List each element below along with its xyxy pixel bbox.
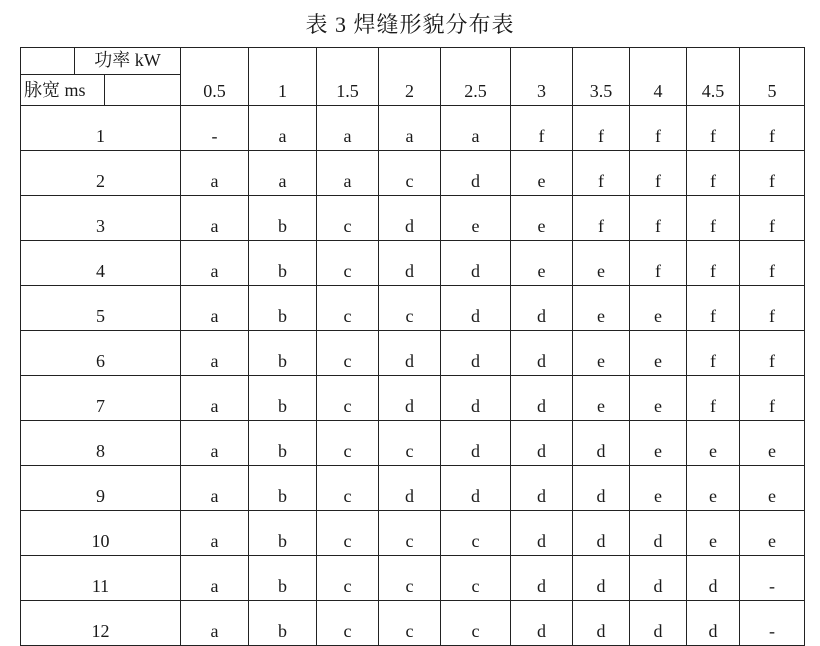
table-row [21,556,805,601]
morphology-cell: - [181,106,249,151]
morphology-cell: d [441,151,511,196]
morphology-cell: c [317,466,379,511]
morphology-cell: a [181,421,249,466]
morphology-cell: e [687,511,740,556]
power-header: 4 [630,48,687,106]
morphology-cell: e [740,511,805,556]
morphology-cell: e [630,466,687,511]
morphology-cell: d [630,556,687,601]
morphology-cell: c [379,151,441,196]
table-row [21,151,805,196]
morphology-cell: f [740,331,805,376]
morphology-cell: d [441,241,511,286]
morphology-cell: f [573,151,630,196]
morphology-cell: a [181,241,249,286]
morphology-cell: e [573,376,630,421]
morphology-cell: f [511,106,573,151]
table-row [21,376,805,421]
power-label: 功率 kW [74,48,180,74]
morphology-cell: c [317,601,379,646]
morphology-cell: d [441,421,511,466]
morphology-cell: f [630,151,687,196]
morphology-cell: d [511,286,573,331]
power-header: 2.5 [441,48,511,106]
morphology-cell: f [687,286,740,331]
morphology-cell: b [249,241,317,286]
morphology-cell: f [740,286,805,331]
morphology-cell: b [249,286,317,331]
morphology-cell: d [379,376,441,421]
morphology-cell: f [740,376,805,421]
morphology-cell: a [181,376,249,421]
pulse-width-cell: 10 [21,511,181,556]
table-row [21,286,805,331]
morphology-cell: c [317,511,379,556]
power-header: 3 [511,48,573,106]
morphology-cell: e [511,241,573,286]
morphology-cell: d [573,556,630,601]
morphology-cell: a [181,331,249,376]
morphology-cell: d [687,601,740,646]
pulse-width-cell: 1 [21,106,181,151]
pulse-width-cell: 4 [21,241,181,286]
morphology-cell: a [181,511,249,556]
pulse-width-cell: 6 [21,331,181,376]
morphology-cell: d [511,601,573,646]
morphology-cell: a [181,601,249,646]
morphology-cell: c [379,511,441,556]
table-caption: 表 3 焊缝形貌分布表 [305,12,515,37]
morphology-cell: f [740,151,805,196]
morphology-cell: d [441,331,511,376]
morphology-cell: f [687,241,740,286]
morphology-cell: d [511,511,573,556]
pulse-width-cell: 5 [21,286,181,331]
morphology-cell: b [249,376,317,421]
power-header: 1 [249,48,317,106]
table-row [21,241,805,286]
morphology-cell: a [181,286,249,331]
morphology-cell: f [630,196,687,241]
morphology-cell: d [511,556,573,601]
table-row [21,106,805,151]
morphology-cell: b [249,466,317,511]
morphology-cell: a [181,196,249,241]
morphology-cell: d [511,376,573,421]
morphology-cell: d [573,466,630,511]
morphology-cell: d [573,511,630,556]
morphology-cell: a [249,151,317,196]
morphology-cell: d [630,601,687,646]
morphology-cell: e [630,286,687,331]
pulse-width-cell: 8 [21,421,181,466]
morphology-cell: c [317,331,379,376]
morphology-cell: d [441,376,511,421]
pulse-width-cell: 2 [21,151,181,196]
morphology-cell: f [630,106,687,151]
morphology-cell: f [687,331,740,376]
morphology-cell: c [317,376,379,421]
morphology-cell: c [317,241,379,286]
morphology-cell: e [687,421,740,466]
morphology-cell: d [441,286,511,331]
power-header: 2 [379,48,441,106]
morphology-cell: c [379,421,441,466]
morphology-cell: e [573,331,630,376]
power-header: 5 [740,48,805,106]
morphology-cell: d [379,331,441,376]
morphology-cell: f [687,376,740,421]
morphology-cell: d [379,466,441,511]
table-row [21,331,805,376]
morphology-cell: e [630,421,687,466]
morphology-cell: e [573,286,630,331]
table-row [21,466,805,511]
morphology-cell: e [740,421,805,466]
morphology-cell: d [511,331,573,376]
morphology-cell: a [181,466,249,511]
morphology-cell: f [573,106,630,151]
morphology-cell: c [379,286,441,331]
morphology-cell: f [630,241,687,286]
pulse-width-cell: 9 [21,466,181,511]
table-row [21,601,805,646]
morphology-cell: d [511,466,573,511]
morphology-cell: b [249,331,317,376]
morphology-cell: - [740,601,805,646]
pulse-width-cell: 12 [21,601,181,646]
morphology-cell: a [181,151,249,196]
morphology-cell: f [740,241,805,286]
morphology-cell: a [249,106,317,151]
morphology-cell: c [441,601,511,646]
power-header: 1.5 [317,48,379,106]
table-row [21,196,805,241]
power-header: 0.5 [181,48,249,106]
pulse-width-label: 脉宽 ms [21,75,105,105]
morphology-cell: d [573,421,630,466]
morphology-cell: c [317,556,379,601]
morphology-cell: c [317,196,379,241]
morphology-cell: e [511,196,573,241]
morphology-cell: f [687,151,740,196]
morphology-cell: b [249,511,317,556]
morphology-cell: a [379,106,441,151]
morphology-cell: d [573,601,630,646]
morphology-cell: f [573,196,630,241]
table-row [21,421,805,466]
morphology-cell: c [317,286,379,331]
pulse-width-cell: 7 [21,376,181,421]
table-row [21,511,805,556]
morphology-cell: e [740,466,805,511]
morphology-cell: f [687,106,740,151]
weld-morphology-table [20,47,805,646]
corner-header-bottom [21,75,181,106]
morphology-cell: d [441,466,511,511]
morphology-cell: d [511,421,573,466]
morphology-cell: c [317,421,379,466]
morphology-cell: e [687,466,740,511]
morphology-cell: c [441,511,511,556]
morphology-cell: f [740,106,805,151]
morphology-cell: b [249,196,317,241]
morphology-cell: d [630,511,687,556]
corner-header-top [21,48,181,75]
pulse-width-cell: 11 [21,556,181,601]
morphology-cell: b [249,601,317,646]
morphology-cell: f [740,196,805,241]
morphology-cell: d [687,556,740,601]
morphology-cell: a [317,106,379,151]
morphology-cell: e [573,241,630,286]
header-row-top [21,48,805,75]
morphology-cell: c [379,556,441,601]
morphology-cell: - [740,556,805,601]
morphology-cell: e [511,151,573,196]
morphology-cell: a [181,556,249,601]
pulse-width-cell: 3 [21,196,181,241]
morphology-cell: c [379,601,441,646]
morphology-cell: e [630,331,687,376]
morphology-cell: f [687,196,740,241]
morphology-cell: b [249,421,317,466]
morphology-cell: a [317,151,379,196]
morphology-cell: d [379,241,441,286]
morphology-cell: c [441,556,511,601]
morphology-cell: d [379,196,441,241]
power-header: 4.5 [687,48,740,106]
morphology-cell: a [441,106,511,151]
power-header: 3.5 [573,48,630,106]
morphology-cell: e [441,196,511,241]
morphology-cell: e [630,376,687,421]
morphology-cell: b [249,556,317,601]
